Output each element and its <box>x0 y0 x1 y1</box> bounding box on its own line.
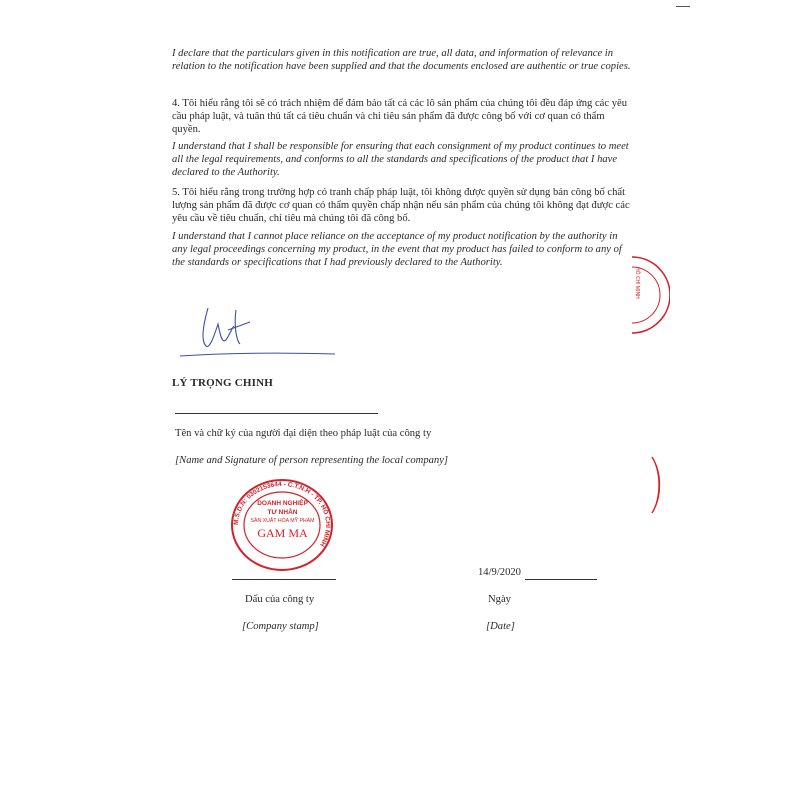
stamp-label-vi: Dấu của công ty <box>245 594 315 605</box>
side-stamp-edge-mark <box>650 455 664 515</box>
handwritten-signature <box>170 300 350 370</box>
stamp-line-1: DOANH NGHIỆP <box>257 500 308 507</box>
stamp-ring-text: M.S.D.N: 0302153644 - C.T.N.H - TP. HỒ CHÍ MINH <box>232 480 332 548</box>
declaration-vi-4: 4. Tôi hiểu rằng tôi sẽ có trách nhiệm để đảm bảo tất cả các lô sản phẩm của chúng tôi đều đáp ứng các yêu cầu pháp luật, và tuân thủ tất cả tiêu chuẩn và chỉ tiêu sản phẩm đã được công bố với cơ quan có thẩm quyền. <box>172 98 628 135</box>
stamp-line-2: TƯ NHÂN <box>267 509 298 516</box>
date-value: 14/9/2020 <box>478 567 521 578</box>
declaration-en-4: I understand that I shall be responsible for ensuring that each consignment of my product continues to meet all the legal requirements, and conforms to all the standards and specifications of the product that I have declared to the Authority. <box>172 141 629 178</box>
declaration-vi-5: 5. Tôi hiểu rằng trong trường hợp có tranh chấp pháp luật, tôi không được quyền sử dụng bản công bố chất lượng sản phẩm đã được cơ quan có thẩm quyền chấp nhận nếu sản phẩm của chúng tôi không đạt được các yêu cầu về tiêu chuẩn, chỉ tiêu mà chúng tôi đã công bố. <box>172 187 630 224</box>
declaration-en-1: I declare that the particulars given in this notification are true, all data, and information of relevance in relation to the notification have been supplied and that the documents enclosed are authentic or true copies. <box>172 48 631 72</box>
stamp-line <box>232 579 336 580</box>
date-label-en: [Date] <box>486 621 515 632</box>
side-stamp-partial <box>630 255 670 335</box>
signature-caption-vi: Tên và chữ ký của người đại diện theo pháp luật của công ty <box>175 428 432 439</box>
side-stamp-text: HỒ CHÍ MINH <box>634 267 640 299</box>
declaration-en-5: I understand that I cannot place reliance on the acceptance of my product notification by the authority in any legal proceedings concerning my product, in the event that my product has failed to conform to any of the standards or specifications that I had previously declared to the Authority. <box>172 231 622 268</box>
signature-line <box>175 413 378 414</box>
stamp-line-4: GAM MA <box>257 526 308 540</box>
stamp-label-en: [Company stamp] <box>242 621 319 632</box>
signer-name: LÝ TRỌNG CHINH <box>172 377 273 389</box>
stamp-line-3: SẢN XUẤT HÓA MỸ PHẨM <box>250 518 315 524</box>
date-label-vi: Ngày <box>488 594 511 605</box>
signature-caption-en: [Name and Signature of person representing the local company] <box>175 455 449 466</box>
date-line <box>525 579 597 580</box>
company-stamp <box>230 478 335 573</box>
scan-edge-mark <box>676 6 690 7</box>
